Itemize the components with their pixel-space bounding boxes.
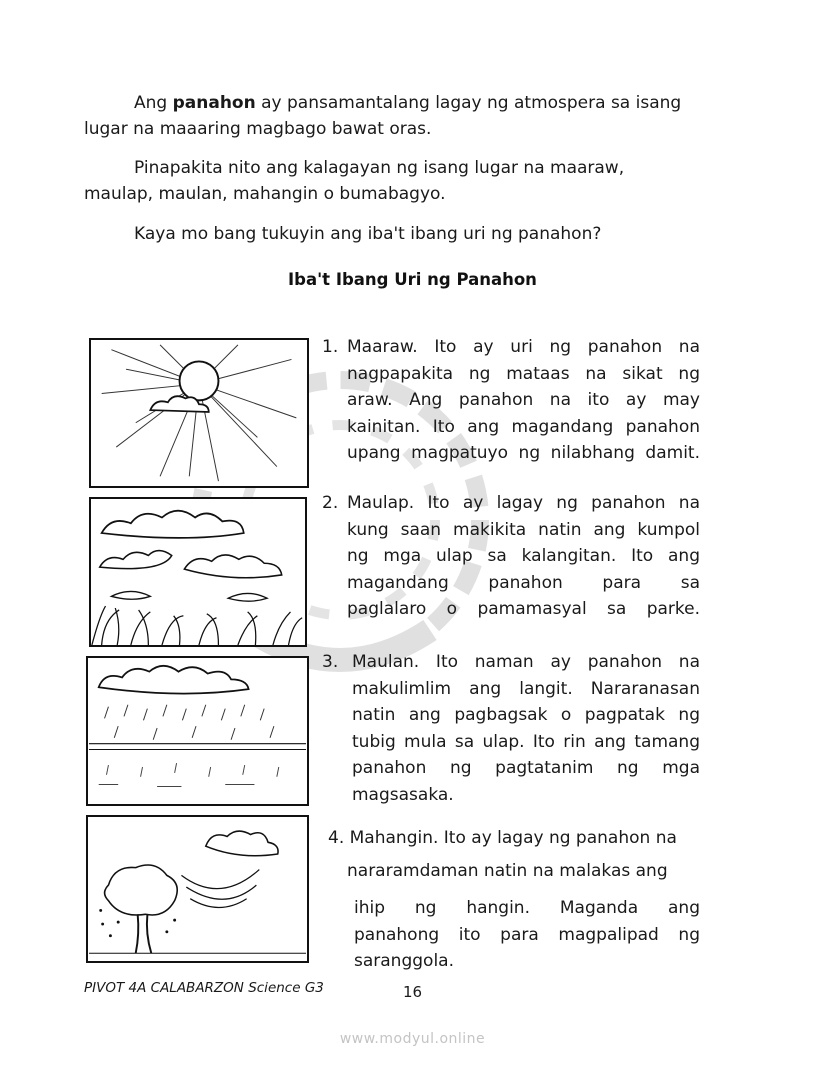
intro-p1-prefix: Ang xyxy=(134,93,173,113)
intro-p2-line2: maulap, maulan, mahangin o bumabagyo. xyxy=(84,184,446,204)
item-line: ihip ng hangin. Maganda ang xyxy=(354,898,700,918)
item-line: upang magpatuyo ng nilabhang damit. xyxy=(347,443,700,463)
page-number: 16 xyxy=(403,983,423,1001)
intro-paragraph-3: Kaya mo bang tukuyin ang iba't ibang uri ng panahon? xyxy=(134,224,602,244)
intro-paragraph-1 xyxy=(84,90,700,142)
item-line: natin ang pagbagsak o pagpatak ng xyxy=(352,705,700,725)
item-line: kainitan. Ito ang magandang panahon xyxy=(347,416,700,437)
item-number: 2. xyxy=(322,493,339,513)
item-line: panahon ng pagtatanim ng mga xyxy=(352,758,700,778)
weather-item-maaraw xyxy=(322,334,700,469)
item-line: nararamdaman natin na malakas ang xyxy=(347,861,668,881)
intro-p1-line2: lugar na maaaring magbago bawat oras. xyxy=(84,119,432,139)
item-number: 1. xyxy=(322,337,339,357)
intro-p1-rest: ay pansamantalang lagay ng atmospera sa isang xyxy=(255,93,682,113)
site-watermark: www.modyul.online xyxy=(339,1031,486,1047)
sunny-illustration xyxy=(89,338,309,488)
item-line: paglalaro o pamamasyal sa parke. xyxy=(347,599,700,619)
weather-item-maulap xyxy=(322,490,700,625)
keyword-panahon: panahon xyxy=(172,93,256,113)
cloudy-illustration xyxy=(89,497,307,647)
item-line: saranggola. xyxy=(354,951,454,971)
item-line: Mahangin. Ito ay lagay ng panahon na xyxy=(349,828,677,848)
section-title: Iba't Ibang Uri ng Panahon xyxy=(288,270,537,289)
item-line: makulimlim ang langit. Nararanasan xyxy=(352,678,700,699)
item-line: Maulan. Ito naman ay panahon na xyxy=(352,652,700,672)
item-line: ng mga ulap sa kalangitan. Ito ang xyxy=(347,546,700,566)
item-line: tubig mula sa ulap. Ito rin ang tamang xyxy=(352,731,700,752)
item-line: magandang panahon para sa xyxy=(347,572,700,593)
item-line: Maulap. Ito ay lagay ng panahon na xyxy=(347,493,700,513)
item-line: kung saan makikita natin ang kumpol xyxy=(347,519,700,540)
weather-item-maulan xyxy=(322,649,700,809)
item-line: panahong ito para magpalipad ng xyxy=(354,924,700,945)
item-number: 3. xyxy=(322,652,339,672)
rainy-illustration xyxy=(86,656,309,806)
item-line: magsasaka. xyxy=(352,784,454,805)
item-number: 4. xyxy=(328,828,345,848)
intro-paragraph-2 xyxy=(84,155,700,207)
footer-source: PIVOT 4A CALABARZON Science G3 xyxy=(84,980,324,996)
weather-item-mahangin xyxy=(328,825,700,975)
windy-illustration xyxy=(86,815,309,963)
item-line: Maaraw. Ito ay uri ng panahon na xyxy=(347,337,700,357)
item-line: nagpapakita ng mataas na sikat ng xyxy=(347,363,700,384)
item-4-first-line xyxy=(328,825,677,852)
intro-p2-line1: Pinapakita nito ang kalagayan ng isang lugar na maaraw, xyxy=(134,158,625,178)
item-line: araw. Ang panahon na ito ay may xyxy=(347,390,700,410)
